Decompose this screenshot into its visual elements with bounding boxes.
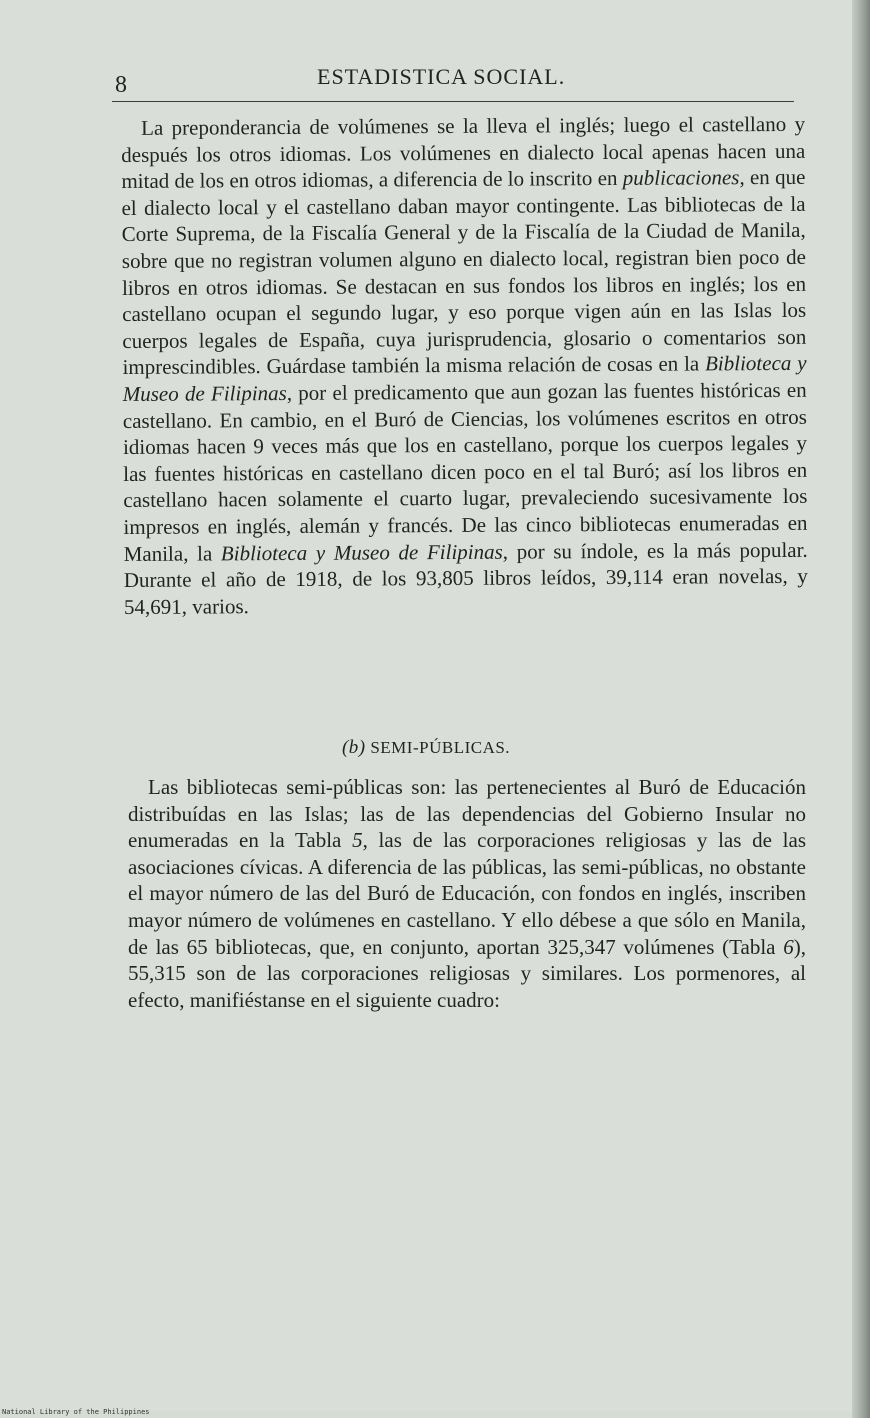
paragraph-text: Las bibliotecas semi-públicas son: las pertenecientes al Buró de Educación distribuídas en las Islas; las de las dependencias del Gobierno Insular no enumeradas en la Tabla bbox=[128, 775, 806, 853]
italic-number: 6 bbox=[783, 934, 794, 959]
paragraph-text: , por su índole, es la más popular. Durante el año de 1918, de los 93,805 libros leídos, 39,114 eran novelas, y 54,691, varios. bbox=[123, 537, 808, 619]
italic-term: Biblioteca y Museo de Filipinas bbox=[220, 539, 503, 565]
section-heading bbox=[0, 737, 852, 759]
body-paragraph-1 bbox=[121, 111, 808, 620]
italic-number: 5 bbox=[352, 828, 363, 853]
body-paragraph-2 bbox=[128, 774, 806, 1013]
page-header bbox=[112, 62, 794, 98]
italic-term: publicaciones bbox=[622, 165, 740, 191]
paragraph-text: La preponderancia de volúmenes se la lleva el inglés; luego el castellano y después los otros idiomas. Los volúmenes en dialecto local apenas hacen una mitad de los en otros idiomas, a diferencia de lo inscrito en bbox=[121, 111, 806, 194]
running-title: ESTADISTICA SOCIAL. bbox=[317, 64, 566, 89]
section-label: (b) bbox=[341, 737, 366, 758]
page-edge-shadow bbox=[852, 0, 870, 1418]
paragraph-text: ), 55,315 son de las corporaciones religiosas y similares. Los pormenores, al efecto, manifiéstanse en el siguiente cuadro: bbox=[128, 934, 806, 1012]
footer-credit: National Library of the Philippines bbox=[2, 1408, 150, 1416]
paragraph-text: , por el predicamento que aun gozan las fuentes históricas en castellano. En cambio, en el Buró de Ciencias, los volúmenes escritos en otros idiomas hacen 9 veces más que los en castellano, porque los cuerpos legales y las fuentes históricas en castellano dicen poco en el tal Buró; así los libros en castellano hacen solamente el cuarto lugar, prevaleciendo sucesivamente los impresos en inglés, alemán y francés. De las cinco bibliotecas enumeradas en Manila, la bbox=[122, 377, 808, 566]
page-number: 8 bbox=[115, 72, 127, 98]
paragraph-text: , en que el dialecto local y el castellano daban mayor contingente. Las bibliotecas de la Corte Suprema, de la Fiscalía General y de la Fiscalía de la Ciudad de Manila, sobre que no registran volumen alguno en dialecto local, registran bien poco de libros en otros idiomas. Se destacan en sus fondos los libros en inglés; los en castellano ocupan el segundo lugar, y eso porque vigen aún en las Islas los cuerpos legales de España, cuya jurisprudencia, glosario o comentarios son imprescindibles. Guárdase también la misma relación de cosas en la bbox=[121, 165, 807, 380]
section-title: SEMI-PÚBLICAS. bbox=[370, 738, 511, 757]
header-rule bbox=[112, 101, 794, 102]
paragraph-text: , las de las corporaciones religiosas y las de las asociaciones cívicas. A diferencia de las públicas, las semi-públicas, no obstante el mayor número de las del Buró de Educación, con fondos en inglés, inscriben mayor número de volúmenes en castellano. Y ello débese a que sólo en Manila, de las 65 bibliotecas, que, en conjunto, aportan 325,347 volúmenes (Tabla bbox=[128, 828, 807, 959]
italic-term: Biblioteca y Museo de Filipinas bbox=[122, 351, 807, 406]
